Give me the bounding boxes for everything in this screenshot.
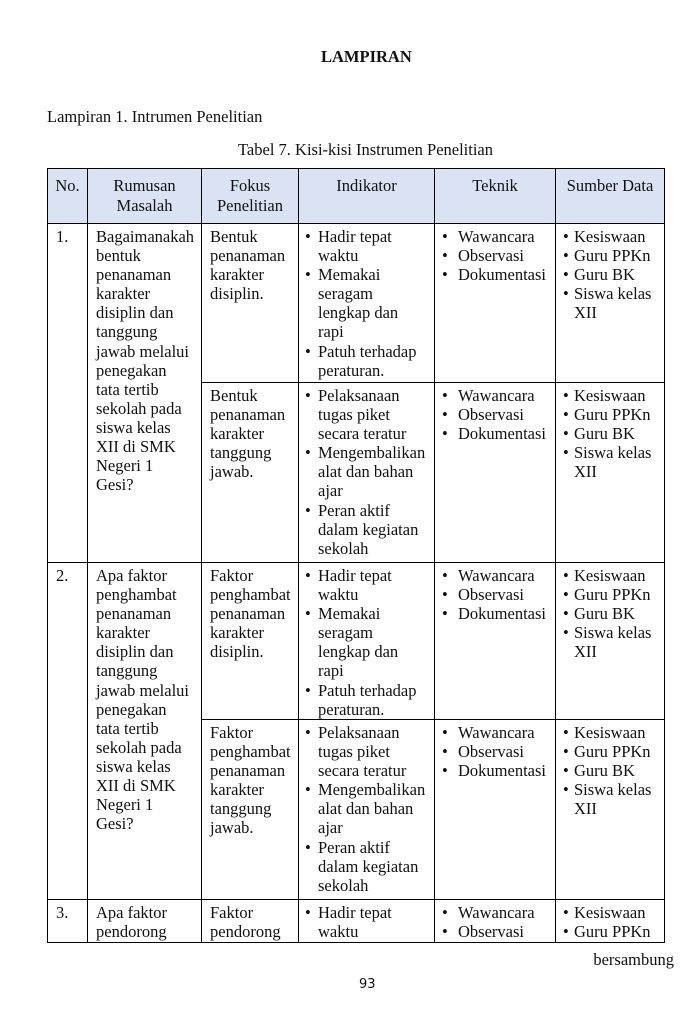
rumusan-masalah-cell: Apa faktor pendorong: [88, 900, 202, 943]
table-row: [48, 224, 665, 383]
sumber-cell: [556, 563, 665, 720]
indikator-cell: [299, 383, 435, 563]
teknik-cell: [435, 563, 556, 720]
table-row: [48, 900, 665, 943]
sumber-item: • Kesiswaan: [563, 903, 661, 922]
fokus-penelitian-cell: Bentuk penanaman karakter disiplin.: [202, 224, 299, 383]
row-number-cell: 3.: [48, 900, 88, 943]
sumber-item: • Guru PPKn: [563, 246, 661, 265]
sumber-list: [563, 903, 661, 941]
indikator-list: [305, 723, 431, 895]
indikator-item: • Hadir tepat waktu: [305, 227, 431, 265]
teknik-item: • Dokumentasi: [442, 761, 552, 780]
indikator-item: • Peran aktif dalam kegiatan sekolah: [305, 838, 431, 895]
sumber-item: • Guru BK: [563, 265, 661, 284]
page-number: 93: [359, 977, 376, 992]
teknik-item: • Observasi: [442, 922, 552, 941]
sumber-list: [563, 227, 661, 322]
header-no: No.: [48, 169, 88, 224]
indikator-item: • Patuh terhadap peraturan.: [305, 681, 431, 719]
teknik-item: • Wawancara: [442, 723, 552, 742]
continuation-note: bersambung: [593, 950, 674, 969]
teknik-item: • Dokumentasi: [442, 604, 552, 623]
fokus-penelitian-cell: Bentuk penanaman karakter tanggung jawab.: [202, 383, 299, 563]
sumber-item: • Siswa kelas XII: [563, 780, 661, 818]
teknik-item: • Wawancara: [442, 903, 552, 922]
header-row: [48, 169, 665, 224]
teknik-item: • Dokumentasi: [442, 265, 552, 284]
indikator-cell: [299, 720, 435, 900]
research-instrument-table: [47, 168, 665, 943]
sumber-item: • Guru BK: [563, 604, 661, 623]
indikator-item: • Hadir tepat waktu: [305, 903, 431, 941]
sumber-item: • Siswa kelas XII: [563, 443, 661, 481]
sumber-item: • Guru PPKn: [563, 742, 661, 761]
indikator-list: [305, 386, 431, 558]
indikator-cell: [299, 224, 435, 383]
teknik-list: [442, 903, 552, 941]
teknik-cell: [435, 383, 556, 563]
rumusan-masalah-cell: Bagaimanakah bentuk penanaman karakter disiplin dan tanggung jawab melalui penegakan tata tertib sekolah pada siswa kelas XII di SMK Negeri 1 Gesi?: [88, 224, 202, 563]
sumber-list: [563, 723, 661, 818]
sumber-item: • Kesiswaan: [563, 723, 661, 742]
sumber-item: • Guru BK: [563, 424, 661, 443]
page-title: LAMPIRAN: [321, 47, 412, 66]
teknik-list: [442, 386, 552, 443]
table-caption: Tabel 7. Kisi-kisi Instrumen Penelitian: [238, 140, 494, 159]
teknik-item: • Wawancara: [442, 386, 552, 405]
header-rumusan-masalah: Rumusan Masalah: [88, 169, 202, 224]
fokus-penelitian-cell: Faktor pendorong: [202, 900, 299, 943]
sumber-item: • Guru PPKn: [563, 922, 661, 941]
indikator-list: [305, 903, 431, 941]
teknik-cell: [435, 224, 556, 383]
indikator-item: • Peran aktif dalam kegiatan sekolah: [305, 501, 431, 558]
sumber-item: • Kesiswaan: [563, 227, 661, 246]
header-sumber-data: Sumber Data: [556, 169, 665, 224]
fokus-penelitian-cell: Faktor penghambat penanaman karakter disiplin.: [202, 563, 299, 720]
fokus-penelitian-cell: Faktor penghambat penanaman karakter tanggung jawab.: [202, 720, 299, 900]
sumber-cell: [556, 383, 665, 563]
teknik-item: • Observasi: [442, 742, 552, 761]
teknik-item: • Observasi: [442, 246, 552, 265]
header-indikator: Indikator: [299, 169, 435, 224]
indikator-cell: [299, 900, 435, 943]
indikator-item: • Pelaksanaan tugas piket secara teratur: [305, 386, 431, 443]
table-header: [48, 169, 665, 224]
teknik-list: [442, 227, 552, 284]
indikator-item: • Memakai seragam lengkap dan rapi: [305, 604, 431, 680]
section-heading: Lampiran 1. Intrumen Penelitian: [47, 107, 263, 126]
teknik-cell: [435, 720, 556, 900]
sumber-list: [563, 386, 661, 481]
indikator-list: [305, 566, 431, 719]
indikator-item: • Memakai seragam lengkap dan rapi: [305, 265, 431, 341]
sumber-item: • Guru PPKn: [563, 585, 661, 604]
sumber-item: • Siswa kelas XII: [563, 284, 661, 322]
sumber-cell: [556, 720, 665, 900]
indikator-item: • Mengembalikan alat dan bahan ajar: [305, 443, 431, 500]
sumber-item: • Siswa kelas XII: [563, 623, 661, 661]
sumber-item: • Kesiswaan: [563, 386, 661, 405]
row-number-cell: 2.: [48, 563, 88, 900]
teknik-item: • Dokumentasi: [442, 424, 552, 443]
teknik-list: [442, 723, 552, 780]
row-number-cell: 1.: [48, 224, 88, 563]
teknik-item: • Wawancara: [442, 227, 552, 246]
sumber-item: • Guru BK: [563, 761, 661, 780]
indikator-cell: [299, 563, 435, 720]
indikator-item: • Hadir tepat waktu: [305, 566, 431, 604]
rumusan-masalah-cell: Apa faktor penghambat penanaman karakter disiplin dan tanggung jawab melalui penegakan tata tertib sekolah pada siswa kelas XII di SMK Negeri 1 Gesi?: [88, 563, 202, 900]
indikator-list: [305, 227, 431, 380]
table-row: [48, 563, 665, 720]
sumber-item: • Guru PPKn: [563, 405, 661, 424]
sumber-cell: [556, 224, 665, 383]
indikator-item: • Pelaksanaan tugas piket secara teratur: [305, 723, 431, 780]
sumber-item: • Kesiswaan: [563, 566, 661, 585]
sumber-cell: [556, 900, 665, 943]
indikator-item: • Mengembalikan alat dan bahan ajar: [305, 780, 431, 837]
header-teknik: Teknik: [435, 169, 556, 224]
teknik-cell: [435, 900, 556, 943]
indikator-item: • Patuh terhadap peraturan.: [305, 342, 431, 380]
teknik-list: [442, 566, 552, 623]
teknik-item: • Wawancara: [442, 566, 552, 585]
sumber-list: [563, 566, 661, 661]
teknik-item: • Observasi: [442, 585, 552, 604]
teknik-item: • Observasi: [442, 405, 552, 424]
header-fokus-penelitian: Fokus Penelitian: [202, 169, 299, 224]
table-body: [48, 224, 665, 943]
